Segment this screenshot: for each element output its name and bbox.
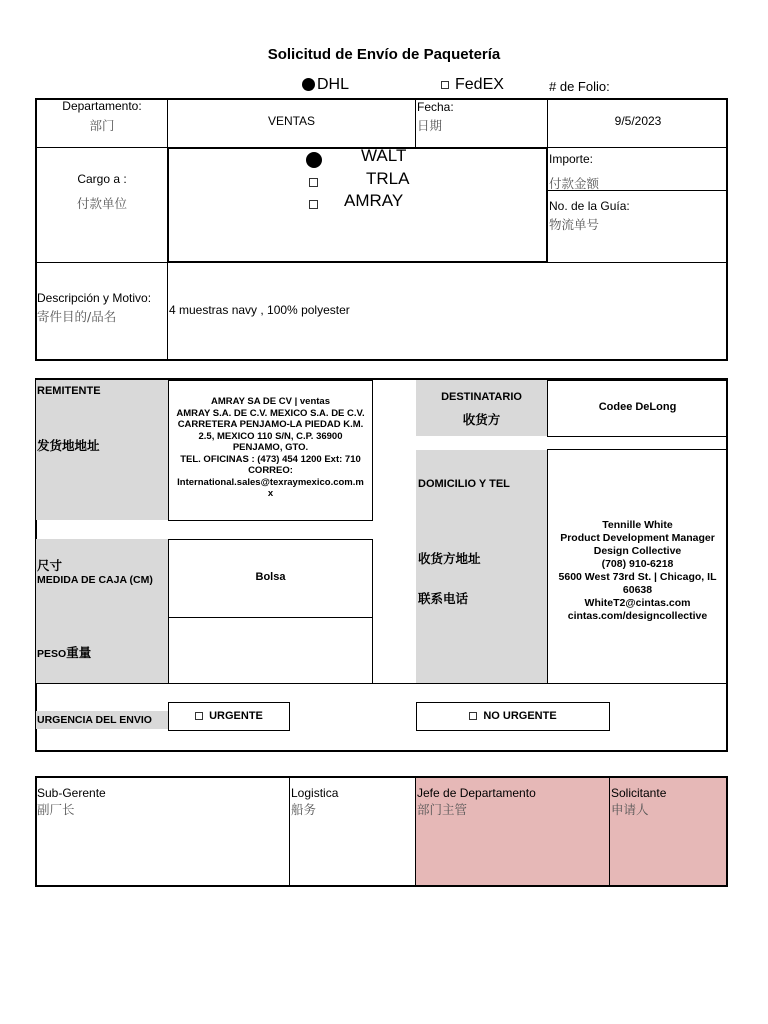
medida-box[interactable] [168, 539, 373, 618]
remitente-line: PENJAMO, GTO. [232, 442, 309, 453]
destinatario-label-cn: 收货方 [462, 412, 501, 427]
domicilio-label-cn-address: 收货方地址 [418, 551, 481, 566]
fecha-label-cn: 日期 [417, 118, 443, 133]
remitente-line: 2.5, MEXICO 110 S/N, C.P. 36900 [198, 430, 343, 442]
domicilio-line: WhiteT2@cintas.com [584, 597, 691, 609]
remitente-line: International.sales@texraymexico.com.m [177, 476, 364, 488]
domicilio-line: 5600 West 73rd St. | Chicago, IL [558, 571, 717, 583]
destinatario-box[interactable] [547, 380, 728, 437]
cargo-option-trla-label: TRLA [366, 169, 410, 188]
checkbox-icon [195, 712, 203, 720]
remitente-box[interactable] [168, 380, 373, 521]
importe-label-cn: 付款金额 [549, 176, 600, 191]
descripcion-label: Descripción y Motivo: [37, 291, 152, 305]
domicilio-label: DOMICILIO Y TEL [418, 478, 510, 490]
peso-label-group [37, 643, 91, 662]
remitente-line: CARRETERA PENJAMO-LA PIEDAD K.M. [177, 419, 364, 430]
signature-sub-gerente[interactable] [37, 786, 287, 884]
cargo-option-walt[interactable] [306, 151, 324, 169]
signature-label: Logistica [291, 786, 339, 800]
no-urgente-label: NO URGENTE [483, 710, 557, 722]
signature-logistica[interactable] [291, 786, 413, 884]
folio-label: # de Folio: [549, 79, 610, 94]
departamento-label: Departamento: [62, 99, 142, 113]
carrier-fedex-label: FedEX [455, 76, 504, 93]
checkbox-icon [309, 178, 318, 187]
remitente-label-cn: 发货地地址 [37, 438, 100, 453]
checkbox-icon [309, 200, 318, 209]
carrier-option-fedex[interactable] [441, 76, 504, 94]
descripcion-value[interactable]: 4 muestras navy , 100% polyester [169, 303, 350, 317]
descripcion-label-cn: 寄件目的/品名 [37, 309, 117, 324]
signature-label: Solicitante [611, 786, 667, 800]
urgencia-label: URGENCIA DEL ENVIO [37, 714, 152, 726]
domicilio-label-cn-phone: 联系电话 [418, 591, 469, 606]
fecha-value[interactable]: 9/5/2023 [614, 114, 662, 128]
checkbox-icon [441, 81, 449, 89]
carrier-option-dhl[interactable] [302, 76, 349, 94]
cargo-option-amray[interactable] [309, 196, 324, 214]
guia-label-cn: 物流单号 [549, 217, 600, 232]
form-title: Solicitud de Envío de Paquetería [267, 46, 501, 63]
signature-label-cn: 船务 [291, 802, 317, 817]
remitente-line: AMRAY S.A. DE C.V. MEXICO S.A. DE C.V. [176, 407, 365, 419]
remitente-line: CORREO: [248, 465, 293, 476]
fecha-label: Fecha: [417, 100, 454, 114]
cargo-option-trla[interactable] [309, 174, 324, 192]
domicilio-line: Tennille White [602, 519, 673, 531]
medida-value: Bolsa [255, 571, 286, 583]
domicilio-address [548, 519, 727, 623]
medida-label: MEDIDA DE CAJA (CM) [37, 574, 153, 586]
destinatario-label: DESTINATARIO [441, 391, 522, 403]
checkbox-icon [469, 712, 477, 720]
destinatario-value: Codee DeLong [598, 401, 677, 413]
signature-label: Jefe de Departamento [417, 786, 536, 800]
peso-box[interactable] [168, 617, 373, 684]
domicilio-line: Design Collective [593, 545, 682, 557]
cargo-label-cn: 付款单位 [76, 196, 127, 211]
signature-solicitante[interactable] [611, 786, 726, 884]
peso-label-cn: 重量 [66, 645, 92, 660]
remitente-line: TEL. OFICINAS : (473) 454 1200 Ext: 710 [180, 453, 361, 465]
cargo-label: Cargo a : [77, 172, 127, 186]
carrier-dhl-label: DHL [317, 76, 350, 93]
urgente-option[interactable] [168, 702, 290, 731]
medida-label-cn: 尺寸 [37, 558, 63, 573]
domicilio-box[interactable] [547, 449, 728, 684]
remitente-line: x [267, 488, 274, 499]
remitente-line: AMRAY SA DE CV | ventas [211, 396, 330, 407]
cargo-option-amray-label: AMRAY [344, 191, 404, 210]
remitente-address [169, 396, 372, 500]
remitente-label: REMITENTE [37, 385, 101, 397]
domicilio-line: cintas.com/designcollective [567, 610, 708, 622]
urgente-label: URGENTE [209, 710, 263, 722]
selected-radio-icon [302, 78, 315, 91]
signature-label-cn: 部门主管 [417, 802, 468, 817]
peso-label: PESO [37, 648, 67, 660]
signature-label: Sub-Gerente [37, 786, 106, 800]
guia-label: No. de la Guía: [549, 199, 630, 213]
departamento-value[interactable]: VENTAS [267, 114, 316, 128]
selected-radio-icon [306, 152, 322, 168]
signature-label-cn: 申请人 [611, 802, 649, 817]
signature-label-cn: 副厂长 [37, 802, 75, 817]
domicilio-line: (708) 910-6218 [601, 558, 674, 570]
departamento-label-cn: 部门 [89, 118, 115, 133]
domicilio-line: 60638 [622, 584, 653, 596]
signature-jefe-departamento[interactable] [417, 786, 607, 884]
domicilio-line: Product Development Manager [560, 532, 715, 544]
cargo-option-walt-label: WALT [361, 146, 407, 165]
importe-label: Importe: [549, 152, 594, 166]
no-urgente-option[interactable] [416, 702, 610, 731]
